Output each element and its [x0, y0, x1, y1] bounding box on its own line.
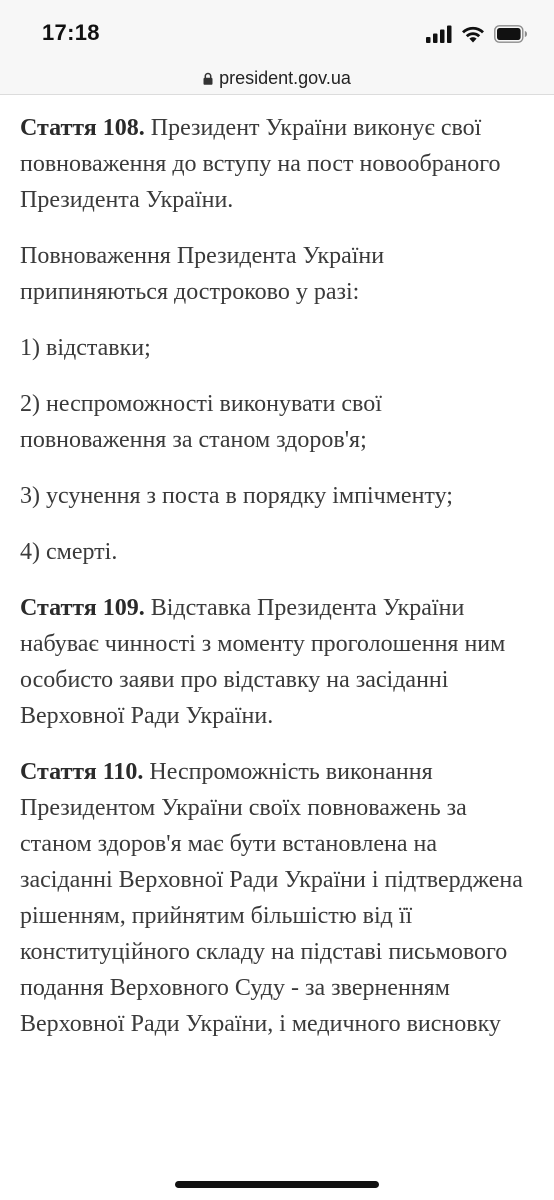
article-110: [20, 754, 534, 1042]
address-bar[interactable]: [0, 62, 554, 95]
termination-paragraph: Повноваження Президента України припиняються достроково у разі:: [20, 243, 385, 305]
article-109-title: Стаття 109.: [20, 595, 145, 621]
article-109-text: Відставка Президента України набуває чинності з моменту проголошення ним особисто заяви про відставку на засіданні Верховної Ради України.: [20, 595, 506, 729]
article-content: [20, 96, 534, 1042]
signal-icon: [426, 25, 452, 43]
status-time: 17:18: [42, 20, 100, 45]
home-indicator[interactable]: [175, 1181, 379, 1188]
article-108: [20, 110, 534, 218]
article-108-text: Президент України виконує свої повноваження до вступу на пост новообраного Президента України.: [20, 115, 501, 213]
list-item: 4) смерті.: [20, 539, 118, 565]
list-item: 1) відставки;: [20, 335, 151, 361]
url-text[interactable]: president.gov.ua: [219, 67, 351, 88]
wifi-icon: [461, 25, 485, 43]
article-108-title: Стаття 108.: [20, 115, 145, 141]
status-bar: [0, 0, 554, 62]
article-110-title: Стаття 110.: [20, 759, 144, 785]
article-110-text: Неспроможність виконання Президентом України своїх повноважень за станом здоров'я має бути встановлена на засіданні Верховної Ради України і підтверджена рішенням, прийнятим більшістю від її конституційного складу на підставі письмового подання Верховного Суду - за зверненням Верховної Ради України, і медичного висновку: [20, 759, 523, 1037]
lock-icon: [203, 72, 213, 85]
list-item: 3) усунення з поста в порядку імпічменту;: [20, 483, 453, 509]
article-109: [20, 590, 534, 734]
battery-icon: [494, 25, 528, 43]
status-icons: [426, 24, 528, 44]
list-item: 2) неспроможності виконувати свої повноваження за станом здоров'я;: [20, 391, 382, 453]
